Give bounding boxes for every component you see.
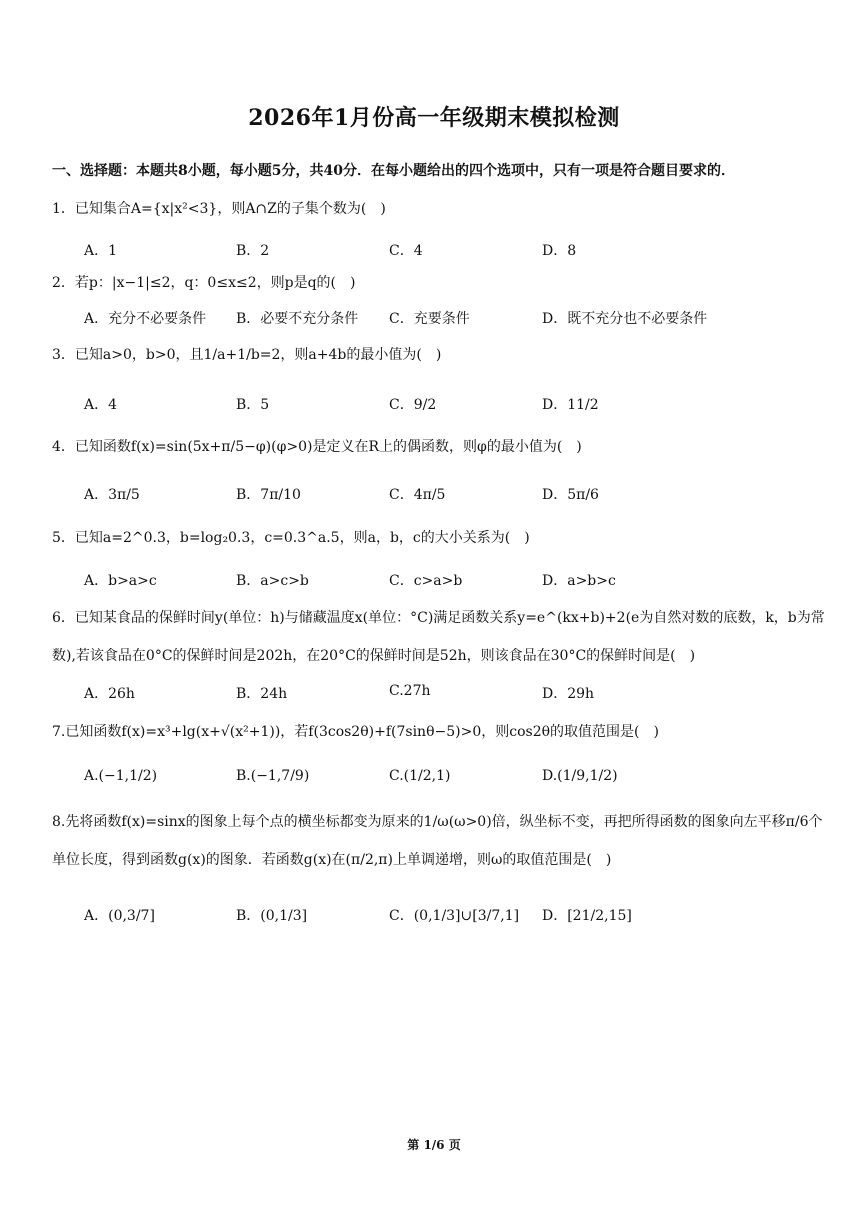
question-6-option-a: A．26h bbox=[84, 686, 135, 702]
question-6-option-d: D．29h bbox=[542, 686, 595, 702]
question-7-option-d: D.(1/9,1/2) bbox=[542, 768, 618, 784]
question-8-stem: 8.先将函数f(x)=sinx的图象上每个点的横坐标都变为原来的1/ω(ω>0)倍，纵坐标不变，再把所得函数的图象向左平移π/6个单位长度，得到函数g(x)的图象．若函数g(x)在(π/2,π)上单调递增，则ω的取值范围是( ) bbox=[52, 814, 823, 868]
question-4-option-d: D．5π/6 bbox=[542, 487, 599, 503]
question-2-option-a: A．充分不必要条件 bbox=[84, 311, 207, 327]
question-1-option-b: B．2 bbox=[236, 243, 270, 259]
question-6-option-b: B．24h bbox=[236, 686, 288, 702]
question-7-option-b: B.(−1,7/9) bbox=[236, 768, 310, 784]
question-3-option-d: D．11/2 bbox=[542, 397, 599, 413]
question-7-option-c: C.(1/2,1) bbox=[389, 768, 451, 784]
question-5-option-d: D．a>b>c bbox=[542, 573, 616, 589]
question-6-stem: 6．已知某食品的保鲜时间y(单位：h)与储藏温度x(单位：°C)满足函数关系y=e^(kx+b)+2(e为自然对数的底数，k，b为常数),若该食品在0°C的保鲜时间是202h，在20°C的保鲜时间是52h，则该食品在30°C的保鲜时间是( ) bbox=[52, 610, 825, 664]
question-4-stem: 4．已知函数f(x)=sin(5x+π/5−φ)(φ>0)是定义在R上的偶函数，则φ的最小值为( ) bbox=[52, 439, 582, 455]
page-title: 2026年1月份高一年级期末模拟检测 bbox=[248, 105, 620, 131]
question-1-stem: 1．已知集合A={x|x²<3}，则A∩Z的子集个数为( ) bbox=[52, 201, 386, 217]
question-7-option-a: A.(−1,1/2) bbox=[84, 768, 158, 784]
question-1-option-a: A．1 bbox=[84, 243, 118, 259]
question-8-option-d: D．[21/2,15] bbox=[542, 908, 632, 924]
question-3-option-b: B．5 bbox=[236, 397, 270, 413]
section-heading: 一、选择题：本题共8小题，每小题5分，共40分．在每小题给出的四个选项中，只有一项是符合题目要求的． bbox=[52, 163, 735, 179]
question-5-option-b: B．a>c>b bbox=[236, 573, 309, 589]
question-3-stem: 3．已知a>0，b>0，且1/a+1/b=2，则a+4b的最小值为( ) bbox=[52, 347, 442, 363]
question-6-option-c: C.27h bbox=[389, 683, 431, 699]
question-2-option-b: B．必要不充分条件 bbox=[236, 311, 359, 327]
question-8-option-b: B．(0,1/3] bbox=[236, 908, 308, 924]
question-4-option-a: A．3π/5 bbox=[84, 487, 140, 503]
question-2-option-c: C．充要条件 bbox=[389, 311, 470, 327]
question-3-option-a: A．4 bbox=[84, 397, 118, 413]
question-2-option-d: D．既不充分也不必要条件 bbox=[542, 311, 708, 327]
question-2-stem: 2．若p：|x−1|≤2，q：0≤x≤2，则p是q的( ) bbox=[52, 275, 356, 291]
question-8-option-a: A．(0,3/7] bbox=[84, 908, 155, 924]
question-5-option-a: A．b>a>c bbox=[84, 573, 157, 589]
question-8-option-c: C．(0,1/3]∪[3/7,1] bbox=[389, 908, 520, 924]
question-1-option-c: C．4 bbox=[389, 243, 423, 259]
question-3-option-c: C．9/2 bbox=[389, 397, 437, 413]
question-4-option-c: C．4π/5 bbox=[389, 487, 446, 503]
question-5-stem: 5．已知a=2^0.3，b=log₂0.3，c=0.3^a.5，则a，b，c的大小关系为( ) bbox=[52, 530, 530, 546]
question-1-option-d: D．8 bbox=[542, 243, 577, 259]
question-4-option-b: B．7π/10 bbox=[236, 487, 301, 503]
question-5-option-c: C．c>a>b bbox=[389, 573, 463, 589]
page-number: 第 1/6 页 bbox=[407, 1138, 461, 1152]
question-7-stem: 7.已知函数f(x)=x³+lg(x+√(x²+1))，若f(3cos2θ)+f(7sinθ−5)>0，则cos2θ的取值范围是( ) bbox=[52, 724, 659, 740]
